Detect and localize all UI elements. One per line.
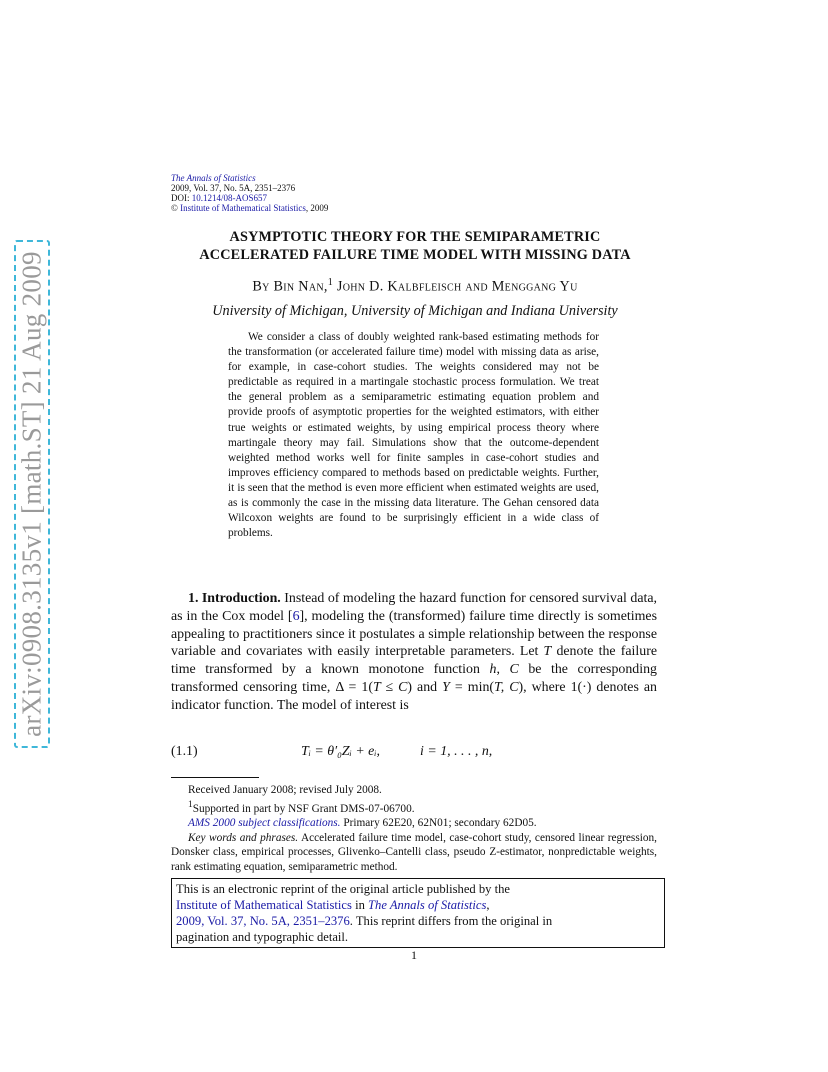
received-note: Received January 2008; revised July 2008. bbox=[188, 784, 382, 796]
journal-header bbox=[171, 173, 328, 213]
affiliation: University of Michigan, University of Michigan and Indiana University bbox=[212, 303, 618, 319]
title-line-1: ASYMPTOTIC THEORY FOR THE SEMIPARAMETRIC bbox=[229, 229, 601, 245]
title-line-2: ACCELERATED FAILURE TIME MODEL WITH MISSING DATA bbox=[199, 247, 631, 263]
introduction-section bbox=[171, 590, 657, 715]
support-mark: 1 bbox=[188, 799, 193, 810]
abstract-text: We consider a class of doubly weighted rank-based estimating methods for the transformation (or accelerated failure time) model with missing data as arise, for example, in case-cohort studies. The weights considered may not be predictable as required in a martingale stochastic process formulation. We treat the general problem as a semiparametric estimating equation problem and provide proofs of asymptotic properties for the weighted estimators, with either true weights or estimated weights, by using empirical process theory where martingale theory may fail. Simulations show that the outcome-dependent weighted method works well for finite samples in case-cohort studies and improves efficiency compared to methods based on predictable weights. Further, it is seen that the method is even more efficient when estimated weights are used, as is commonly the case in the missing data literature. The Gehan censored data Wilcoxon weights are found to be surprisingly efficient in a wide class of problems. bbox=[228, 331, 599, 540]
reprint-line-3 bbox=[176, 913, 660, 929]
section-heading: 1. Introduction. bbox=[188, 591, 281, 606]
keywords bbox=[171, 831, 657, 875]
journal-copyright bbox=[171, 203, 328, 213]
math-Y: Y bbox=[442, 679, 450, 695]
keywords-text: Accelerated failure time model, case-cohort study, censored linear regression, Donsker class, empirical processes, Glivenko–Cantelli class, pseudo Z-estimator, nonpredictable weights, rank estimating equation, semiparametric method. bbox=[171, 831, 657, 873]
reprint-in: in bbox=[351, 898, 369, 912]
math-condition: T ≤ C bbox=[372, 679, 408, 695]
reprint-notice bbox=[171, 878, 665, 948]
intro-text-1: Instead of modeling the hazard function for censored survival data, as in the Cox model [ bbox=[171, 591, 657, 624]
equation-formula: Tᵢ = θ′₀Zᵢ + eᵢ, bbox=[301, 744, 381, 759]
abstract bbox=[228, 330, 599, 541]
reprint-line-1: This is an electronic reprint of the original article published by the bbox=[176, 882, 510, 896]
math-h: h bbox=[489, 662, 497, 678]
intro-paragraph bbox=[171, 590, 657, 715]
page-number: 1 bbox=[411, 948, 417, 962]
intro-text-3: denote the failure time transformed by a known monotone function bbox=[171, 644, 657, 678]
authors-rest: John D. Kalbfleisch and Menggang Yu bbox=[333, 278, 578, 295]
intro-text-7: = min( bbox=[449, 679, 495, 695]
reprint-comma: , bbox=[486, 898, 490, 912]
doi-link[interactable]: 10.1214/08-AOS657 bbox=[191, 193, 268, 203]
copyright-org-link[interactable]: Institute of Mathematical Statistics bbox=[180, 203, 306, 213]
footnote-rule bbox=[171, 777, 259, 778]
intro-text-4: , bbox=[496, 662, 510, 678]
arxiv-stamp[interactable] bbox=[14, 240, 50, 748]
arxiv-identifier[interactable]: arXiv:0908.3135v1 [math.ST] 21 Aug 2009 bbox=[16, 251, 47, 737]
math-C: C bbox=[509, 662, 519, 678]
copyright-symbol: © bbox=[171, 203, 178, 213]
journal-doi bbox=[171, 193, 328, 203]
author-first: By Bin Nan, bbox=[252, 278, 328, 295]
equation-range: i = 1, . . . , n, bbox=[420, 744, 493, 759]
ims-link[interactable]: Institute of Mathematical Statistics bbox=[176, 898, 352, 912]
copyright-year: , 2009 bbox=[305, 203, 329, 213]
citation-link[interactable]: 6 bbox=[292, 608, 300, 624]
citation-issue-link[interactable]: 2009, Vol. 37, No. 5A, 2351–2376 bbox=[176, 914, 350, 928]
journal-name-link[interactable]: The Annals of Statistics bbox=[171, 173, 256, 183]
math-T: T bbox=[543, 644, 552, 660]
support-note bbox=[171, 798, 657, 816]
author-footnote-mark: 1 bbox=[327, 277, 334, 288]
doi-label: DOI: bbox=[171, 193, 190, 203]
reprint-line-4: pagination and typographic detail. bbox=[176, 930, 349, 944]
journal-volume: 2009, Vol. 37, No. 5A, 2351–2376 bbox=[171, 183, 296, 193]
ams-classification bbox=[171, 816, 657, 831]
reprint-line-2 bbox=[176, 897, 660, 913]
ams-link[interactable]: AMS 2000 subject classifications. bbox=[188, 816, 341, 829]
keywords-label: Key words and phrases. bbox=[188, 831, 299, 844]
equation-number: (1.1) bbox=[171, 744, 198, 759]
intro-text-2: ], modeling the (transformed) failure time directly is sometimes appealing to practitioners since it postulates a simple relationship between the response variable and covariates with easily interpretable parameters. Let bbox=[171, 608, 657, 660]
intro-text-6: ) and bbox=[407, 679, 443, 695]
footnotes bbox=[171, 783, 657, 874]
intro-text-5: be the corresponding transformed censoring time, Δ = 1( bbox=[171, 662, 657, 695]
reprint-after: . This reprint differs from the original in bbox=[349, 914, 553, 928]
ams-text: Primary 62E20, 62N01; secondary 62D05. bbox=[340, 816, 537, 829]
authors bbox=[150, 277, 680, 296]
journal-link[interactable]: The Annals of Statistics bbox=[368, 898, 487, 912]
equation-body bbox=[301, 744, 492, 760]
math-TC: T, C bbox=[494, 679, 519, 695]
intro-text-8: ), where 1(·) denotes an indicator function. The model of interest is bbox=[171, 679, 657, 713]
paper-title bbox=[150, 228, 680, 264]
support-text: Supported in part by NSF Grant DMS-07-06700. bbox=[192, 802, 415, 815]
